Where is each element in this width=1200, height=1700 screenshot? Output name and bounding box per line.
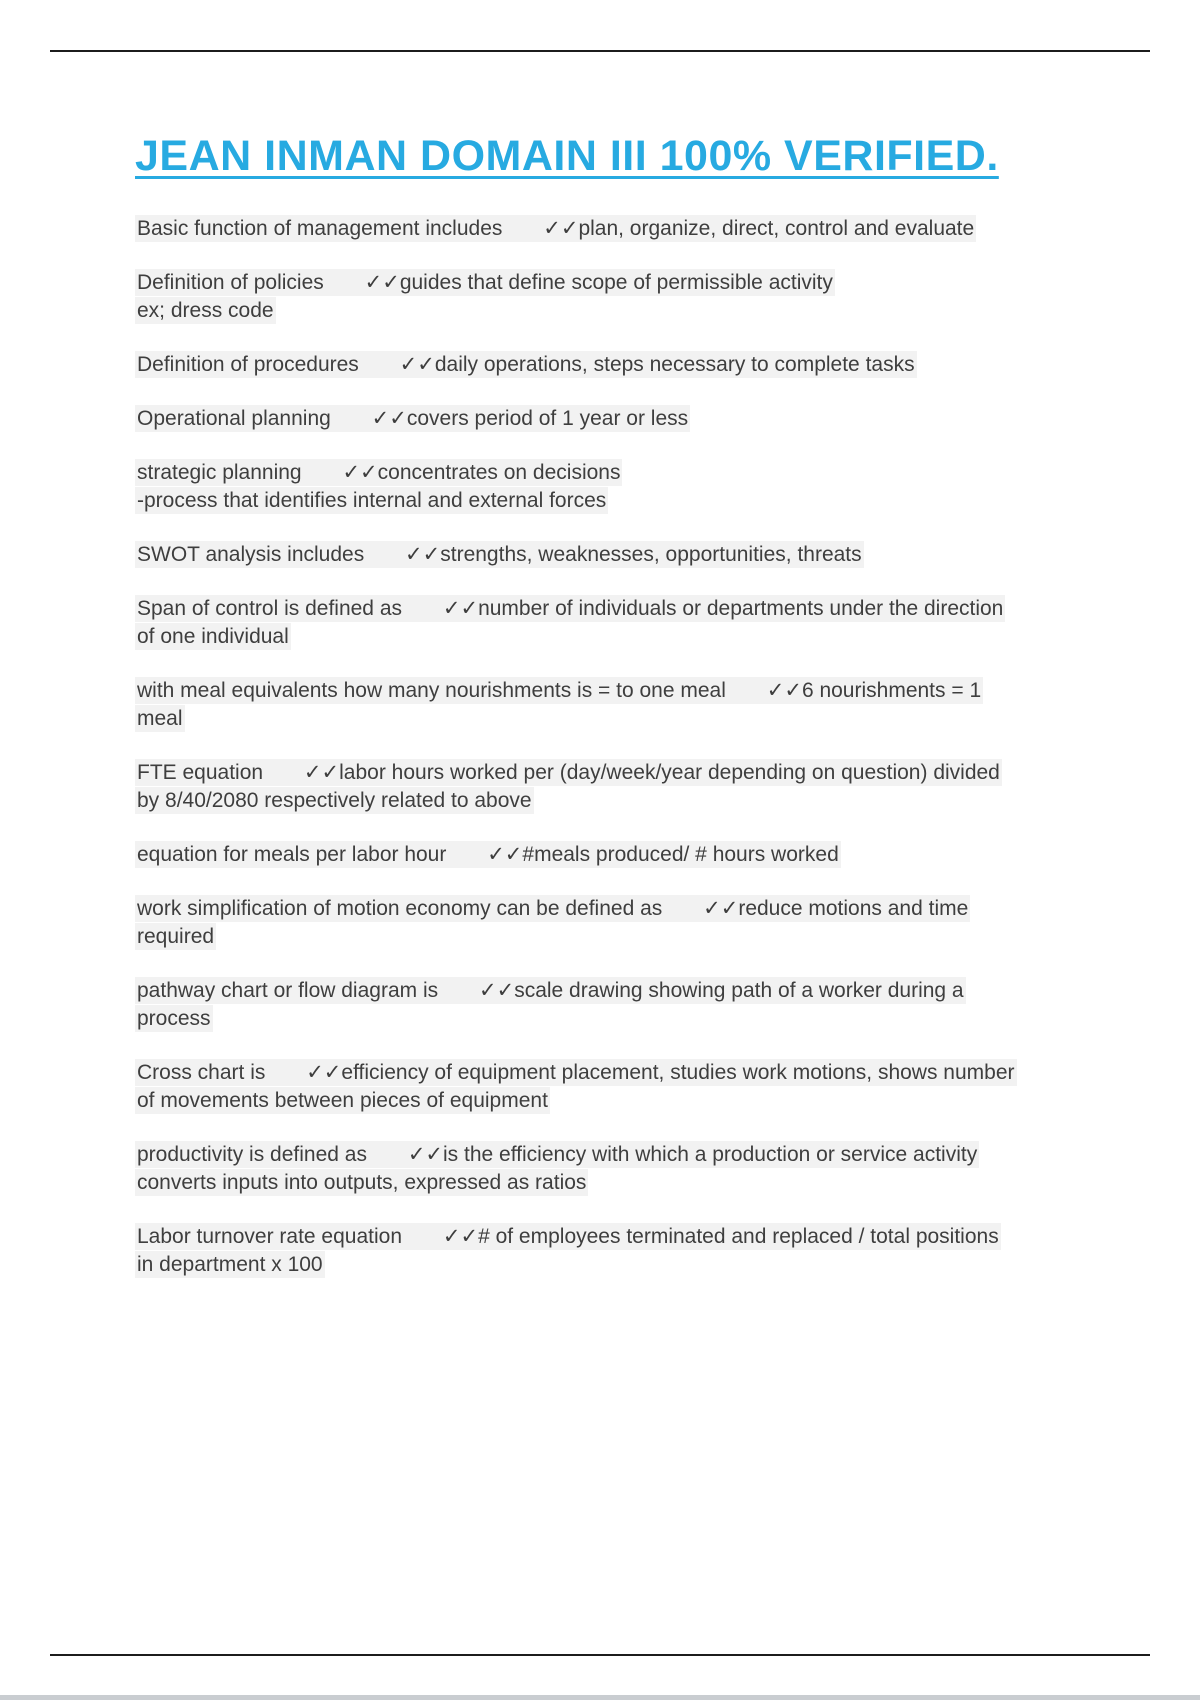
qa-answer: 6 nourishments = 1 meal [137, 679, 982, 730]
checkmark-separator: ✓✓ [766, 679, 802, 702]
checkmark-separator: ✓✓ [342, 461, 378, 484]
qa-item [135, 1059, 1015, 1115]
qa-question: pathway chart or flow diagram is [137, 979, 439, 1002]
qa-text [135, 595, 1005, 650]
checkmark-separator: ✓✓ [371, 407, 407, 430]
qa-answer: labor hours worked per (day/week/year depending on question) divided by 8/40/2080 respectively related to above [137, 761, 1000, 812]
qa-answer: # of employees terminated and replaced / total positions in department x 100 [137, 1225, 999, 1276]
checkmark-separator: ✓✓ [405, 543, 441, 566]
qa-text [135, 215, 976, 242]
qa-item [135, 215, 1015, 243]
checkmark-separator: ✓✓ [399, 353, 435, 376]
qa-text [135, 895, 970, 950]
qa-question: Span of control is defined as [137, 597, 403, 620]
qa-text [135, 541, 864, 568]
qa-item [135, 595, 1015, 651]
qa-text [135, 977, 966, 1032]
qa-item [135, 405, 1015, 433]
qa-answer: daily operations, steps necessary to complete tasks [434, 353, 915, 376]
qa-answer: scale drawing showing path of a worker during a process [137, 979, 964, 1030]
qa-item [135, 459, 1015, 515]
checkmark-separator: ✓✓ [543, 217, 579, 240]
qa-question: equation for meals per labor hour [137, 843, 447, 866]
qa-question: productivity is defined as [137, 1143, 367, 1166]
checkmark-separator: ✓✓ [306, 1061, 342, 1084]
qa-answer: strengths, weaknesses, opportunities, threats [440, 543, 862, 566]
qa-text [135, 459, 622, 486]
qa-question: with meal equivalents how many nourishments is = to one meal [137, 679, 726, 702]
qa-text [135, 677, 983, 732]
qa-text [135, 1141, 979, 1196]
qa-answer: reduce motions and time required [137, 897, 969, 948]
bottom-margin-rule [50, 1654, 1150, 1656]
qa-question: Labor turnover rate equation [137, 1225, 403, 1248]
checkmark-separator: ✓✓ [407, 1143, 444, 1166]
qa-answer: guides that define scope of permissible activity [399, 271, 833, 294]
qa-answer: efficiency of equipment placement, studies work motions, shows number of movements between pieces of equipment [137, 1061, 1015, 1112]
checkmark-separator: ✓✓ [487, 843, 523, 866]
checkmark-separator: ✓✓ [303, 761, 340, 784]
qa-question: SWOT analysis includes [137, 543, 365, 566]
qa-item [135, 1223, 1015, 1279]
checkmark-separator: ✓✓ [703, 897, 739, 920]
qa-text [135, 351, 917, 378]
qa-item [135, 1141, 1015, 1197]
qa-question: FTE equation [137, 761, 264, 784]
qa-answer: #meals produced/ # hours worked [522, 843, 839, 866]
checkmark-separator: ✓✓ [478, 979, 515, 1002]
checkmark-separator: ✓✓ [442, 1225, 479, 1248]
qa-answer: plan, organize, direct, control and evaluate [578, 217, 975, 240]
qa-text [135, 1059, 1017, 1114]
qa-item [135, 541, 1015, 569]
qa-question: Basic function of management includes [137, 217, 503, 240]
checkmark-separator: ✓✓ [364, 271, 400, 294]
qa-answer: concentrates on decisions [377, 461, 621, 484]
qa-question: strategic planning [137, 461, 302, 484]
qa-item [135, 841, 1015, 869]
qa-text [135, 759, 1002, 814]
qa-text [135, 1223, 1001, 1278]
qa-item [135, 677, 1015, 733]
qa-item [135, 977, 1015, 1033]
qa-item [135, 351, 1015, 379]
top-margin-rule [50, 50, 1150, 52]
qa-answer: number of individuals or departments under the direction of one individual [137, 597, 1004, 648]
qa-question: Operational planning [137, 407, 331, 430]
qa-question: Definition of policies [137, 271, 324, 294]
document-content [135, 132, 1015, 1305]
qa-question: Cross chart is [137, 1061, 266, 1084]
qa-text [135, 405, 690, 432]
qa-answer: is the efficiency with which a production or service activity converts inputs into outputs, expressed as ratios [137, 1143, 978, 1194]
qa-note: ex; dress code [137, 299, 274, 322]
checkmark-separator: ✓✓ [442, 597, 479, 620]
qa-text [135, 269, 835, 296]
qa-question: work simplification of motion economy can be defined as [137, 897, 663, 920]
qa-text [135, 841, 841, 868]
qa-note: -process that identifies internal and external forces [137, 489, 607, 512]
qa-list [135, 215, 1015, 1279]
document-title: JEAN INMAN DOMAIN III 100% VERIFIED. [135, 132, 999, 180]
qa-question: Definition of procedures [137, 353, 359, 376]
qa-item [135, 269, 1015, 325]
qa-item [135, 895, 1015, 951]
qa-answer: covers period of 1 year or less [406, 407, 689, 430]
page-edge-shadow [0, 1695, 1200, 1700]
qa-item [135, 759, 1015, 815]
